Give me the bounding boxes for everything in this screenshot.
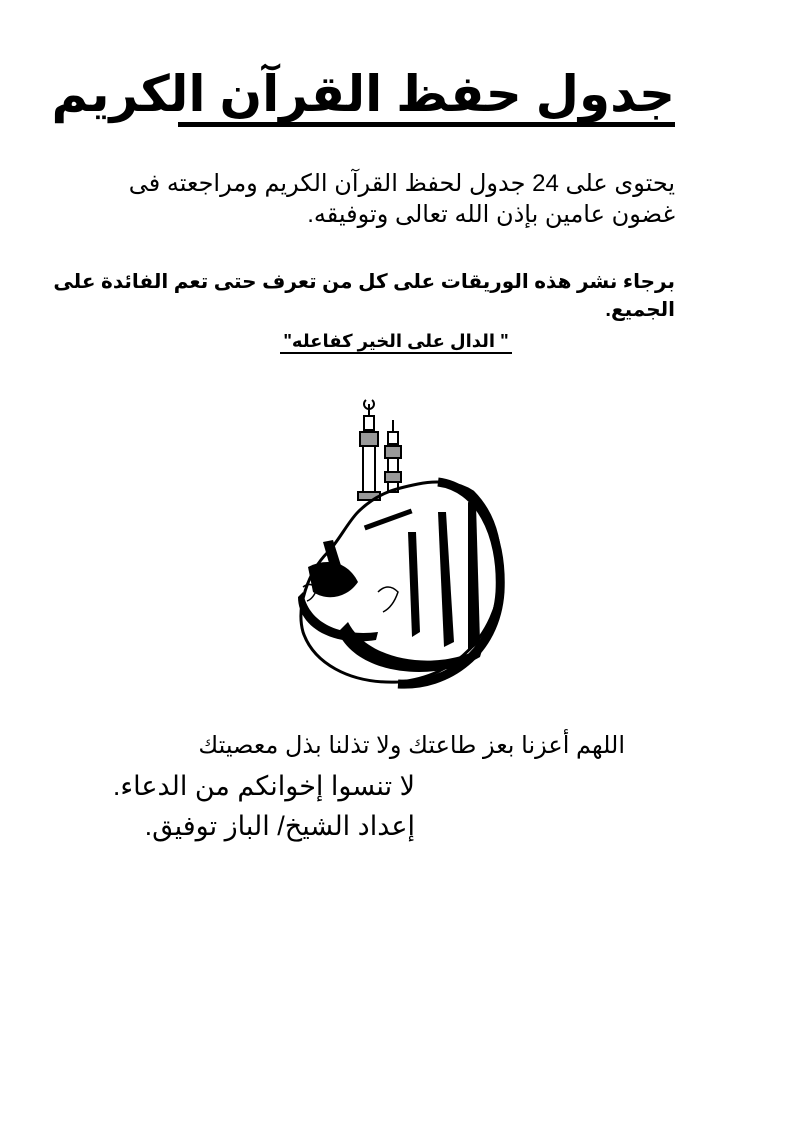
request-line-2: الجميع.: [605, 299, 675, 321]
intro-line-1: يحتوى على 24 جدول لحفظ القرآن الكريم ومراجعته فى: [128, 170, 675, 197]
request-line-1: برجاء نشر هذه الوريقات على كل من تعرف حتى تعم الفائدة على: [53, 271, 675, 293]
title-underline: [178, 122, 675, 127]
author-credit: إعداد الشيخ/ الباز توفيق.: [144, 811, 415, 841]
muhammad-calligraphy: [298, 540, 378, 641]
prayer-reminder: لا تنسوا إخوانكم من الدعاء.: [112, 771, 415, 801]
minaret-small-icon: [385, 420, 401, 492]
intro-line-2: غضون عامين بإذن الله تعالى وتوفيقه.: [307, 201, 675, 228]
quote-underline: [280, 352, 512, 354]
intro-paragraph: [129, 168, 675, 230]
allah-calligraphy: [338, 502, 483, 672]
request-paragraph: [53, 268, 675, 324]
minaret-icon: [358, 400, 380, 500]
page-title: جدول حفظ القرآن الكريم: [51, 66, 675, 122]
crescent-icon: [406, 410, 446, 430]
calligraphy-emblem-icon: [288, 392, 510, 692]
closing-dua: اللهم أعزنا بعز طاعتك ولا تذلنا بذل معصيتك: [198, 732, 625, 759]
hadith-quote: " الدال على الخير كفاعله": [283, 331, 509, 351]
